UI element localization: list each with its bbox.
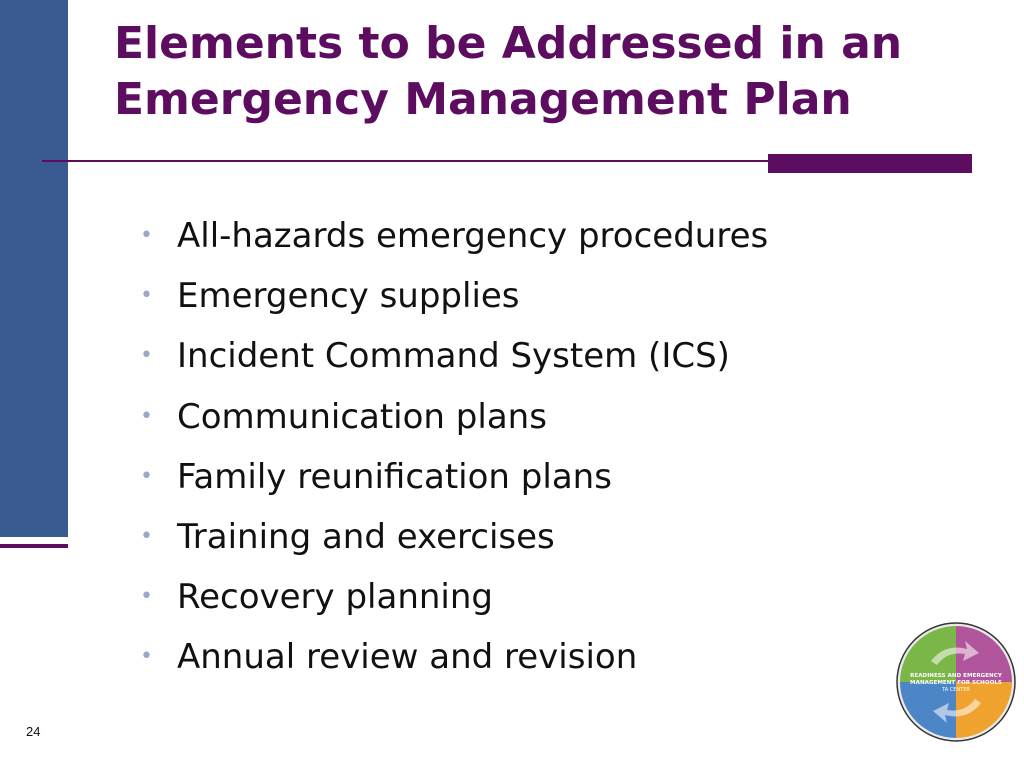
rems-ta-center-logo-icon	[895, 621, 1017, 743]
title-line-1: Elements to be Addressed in an	[114, 18, 903, 69]
bullet-item	[140, 266, 900, 326]
bullet-text: Recovery planning	[177, 577, 493, 618]
slide-title	[114, 16, 974, 128]
bullet-item	[140, 507, 900, 567]
page-number: 24	[26, 724, 41, 739]
left-accent-line	[0, 544, 68, 548]
bullet-item	[140, 627, 900, 687]
bullet-dot-icon: •	[140, 223, 153, 249]
title-line-2: Emergency Management Plan	[114, 74, 852, 125]
bullet-dot-icon: •	[140, 584, 153, 610]
bullet-text: All-hazards emergency procedures	[177, 216, 769, 257]
bullet-dot-icon: •	[140, 343, 153, 369]
bullet-list	[140, 206, 900, 688]
logo-text-line-3: TA CENTER	[942, 687, 970, 693]
bullet-dot-icon: •	[140, 463, 153, 489]
title-divider-bar	[768, 154, 972, 173]
bullet-item	[140, 567, 900, 627]
bullet-text: Training and exercises	[177, 517, 555, 558]
bullet-dot-icon: •	[140, 403, 153, 429]
bullet-dot-icon: •	[140, 524, 153, 550]
bullet-text: Incident Command System (ICS)	[177, 336, 730, 377]
bullet-text: Emergency supplies	[177, 276, 520, 317]
left-decorative-band	[0, 0, 68, 537]
bullet-item	[140, 326, 900, 386]
bullet-item	[140, 447, 900, 507]
bullet-text: Communication plans	[177, 396, 547, 437]
bullet-item	[140, 387, 900, 447]
logo-text-line-2: MANAGEMENT FOR SCHOOLS	[910, 680, 1002, 686]
bullet-dot-icon: •	[140, 283, 153, 309]
bullet-item	[140, 206, 900, 266]
logo-text-line-1: READINESS AND EMERGENCY	[910, 673, 1002, 679]
bullet-text: Annual review and revision	[177, 637, 638, 678]
bullet-dot-icon: •	[140, 644, 153, 670]
bullet-text: Family reunification plans	[177, 456, 612, 497]
